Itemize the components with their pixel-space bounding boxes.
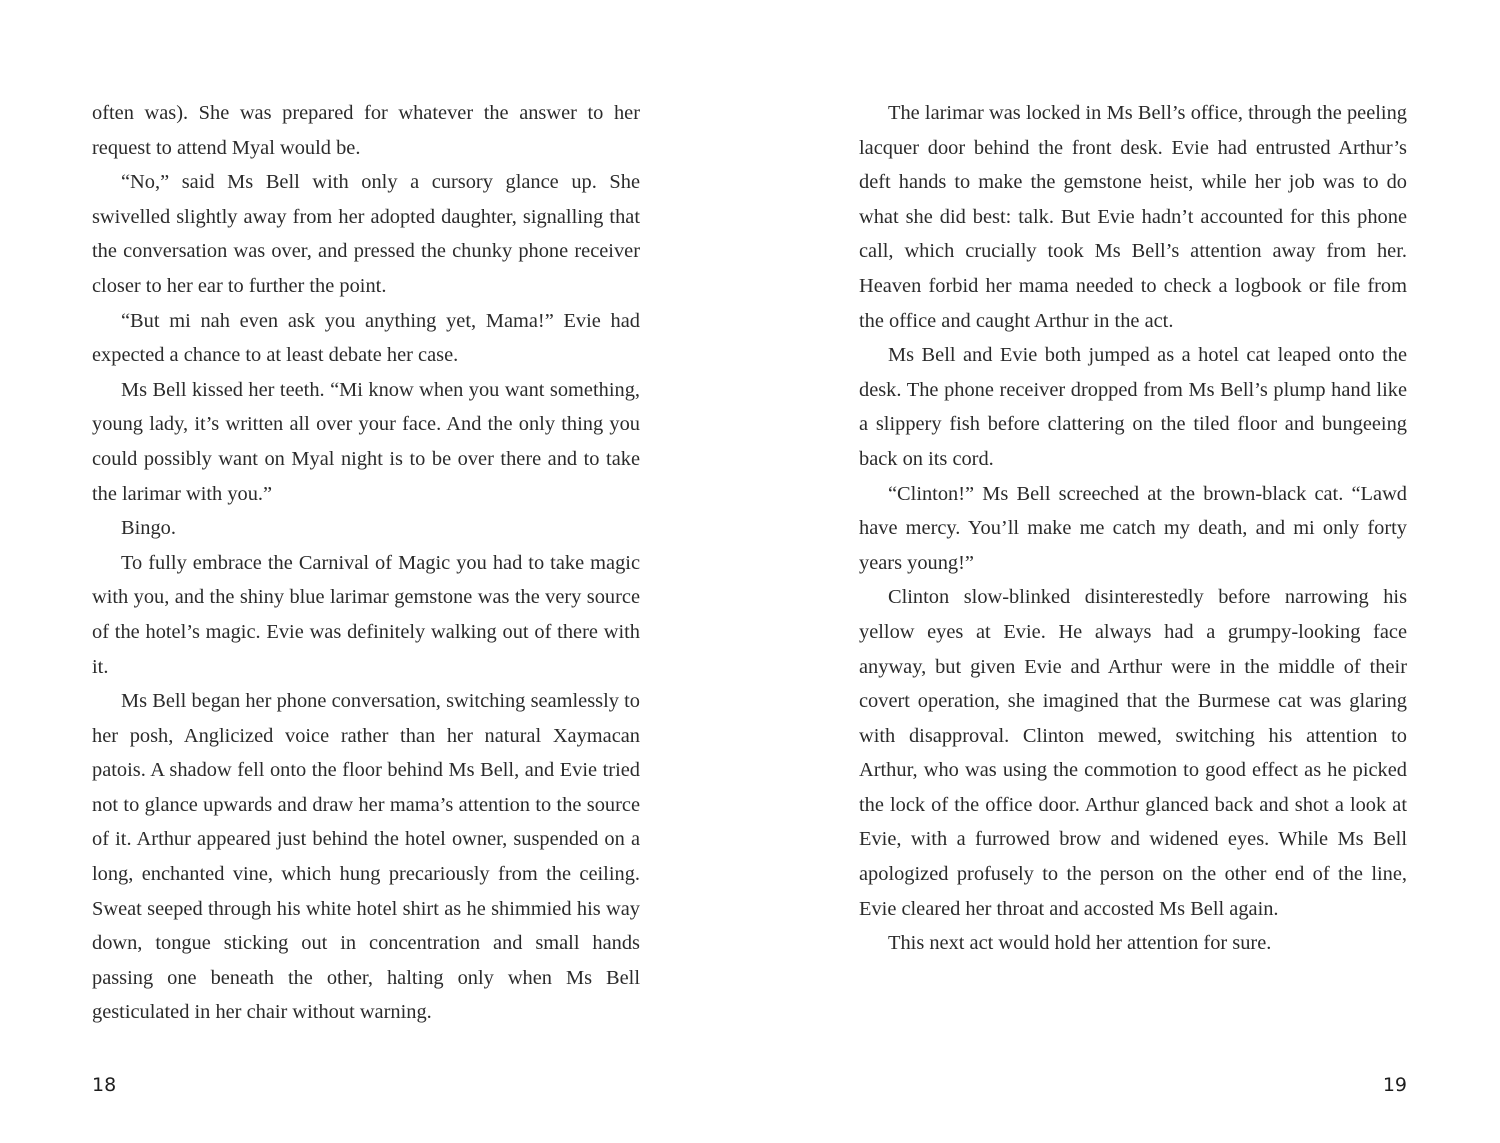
paragraph: Clinton slow-blinked disinterestedly before narrowing his yellow eyes at Evie. He always had a grumpy-looking face anyway, but given Evie and Arthur were in the middle of their covert operation, she imagined that the Burmese cat was glaring with disapproval. Clinton mewed, switching his attention to Arthur, who was using the commotion to good effect as he picked the lock of the office door. Arthur glanced back and shot a look at Evie, with a furrowed brow and widened eyes. While Ms Bell apologized profusely to the person on the other end of the line, Evie cleared her throat and accosted Ms Bell again. (859, 586, 1407, 920)
right-page (750, 0, 1500, 1143)
paragraph: Ms Bell and Evie both jumped as a hotel cat leaped onto the desk. The phone receiver dropped from Ms Bell’s plump hand like a slippery fish before clattering on the tiled floor and bungeeing back on its cord. (859, 344, 1407, 470)
paragraph: “But mi nah even ask you anything yet, Mama!” Evie had expected a chance to at least debate her case. (92, 309, 640, 367)
paragraph: often was). She was prepared for whatever the answer to her request to attend Myal would be. (92, 102, 640, 159)
paragraph: This next act would hold her attention for sure. (888, 932, 1272, 955)
paragraph: Bingo. (121, 517, 176, 540)
paragraph: Ms Bell began her phone conversation, switching seamlessly to her posh, Anglicized voice rather than her natural Xaymacan patois. A shadow fell onto the floor behind Ms Bell, and Evie tried not to glance upwards and draw her mama’s attention to the source of it. Arthur appeared just behind the hotel owner, suspended on a long, enchanted vine, which hung precariously from the ceiling. Sweat seeped through his white hotel shirt as he shimmied his way down, tongue sticking out in concentration and small hands passing one beneath the other, halting only when Ms Bell gesticulated in her chair without warning. (92, 690, 640, 1024)
paragraph: The larimar was locked in Ms Bell’s office, through the peeling lacquer door behind the front desk. Evie had entrusted Arthur’s deft hands to make the gemstone heist, while her job was to do what she did best: talk. But Evie hadn’t accounted for this phone call, which crucially took Ms Bell’s attention away from her. Heaven forbid her mama needed to check a logbook or file from the office and caught Arthur in the act. (859, 102, 1407, 332)
paragraph: Ms Bell kissed her teeth. “Mi know when you want something, young lady, it’s written all over your face. And the only thing you could possibly want on Myal night is to be over there and to take the larimar with you.” (92, 378, 640, 505)
paragraph: “No,” said Ms Bell with only a cursory glance up. She swivelled slightly away from her adopted daughter, signalling that the conversation was over, and pressed the chunky phone receiver closer to her ear to further the point. (92, 171, 640, 297)
left-page-body-text (92, 96, 640, 1030)
paragraph: “Clinton!” Ms Bell screeched at the brown-black cat. “Lawd have mercy. You’ll make me catch my death, and mi only forty years young!” (859, 482, 1407, 574)
paragraph: To fully embrace the Carnival of Magic you had to take magic with you, and the shiny blue larimar gemstone was the very source of the hotel’s magic. Evie was definitely walking out of there with it. (92, 551, 640, 678)
page-number: 19 (1382, 1074, 1407, 1096)
page-number: 18 (92, 1074, 117, 1096)
right-page-body-text (859, 96, 1407, 961)
